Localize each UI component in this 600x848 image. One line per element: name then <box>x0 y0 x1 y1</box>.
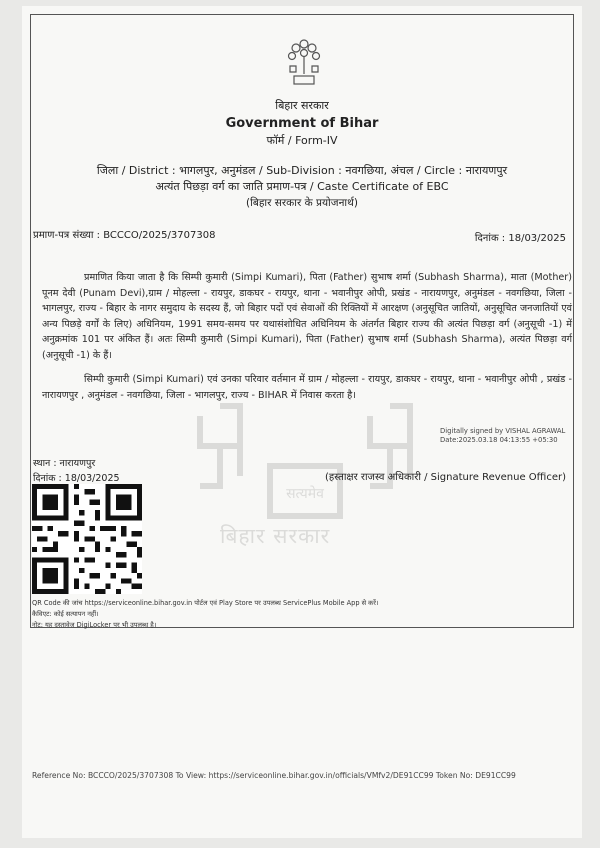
certificate-title: अत्यंत पिछड़ा वर्ग का जाति प्रमाण-पत्र / Caste Certificate of EBC <box>155 180 449 193</box>
caveat-note: कैविएट: कोई सत्यापन नहीं। <box>32 610 99 618</box>
digital-signature-date: Date:2025.03.18 04:13:55 +05:30 <box>440 436 558 444</box>
certificate-body-para2: सिम्पी कुमारी (Simpi Kumari) एवं उनका परिवार वर्तमान में ग्राम / मोहल्ला - रायपुर, डाकघर - रायपुर, थाना - भवानीपुर ओपी , प्रखंड - नारायणपुर , अनुमंडल - नवगछिया, जिला - भागलपुर, राज्य - BIHAR में निवास करता है। <box>42 374 572 401</box>
certificate-number: प्रमाण-पत्र संख्या : BCCCO/2025/3707308 <box>33 230 216 241</box>
certificate-page <box>22 6 582 838</box>
state-watermark-text: बिहार सरकार <box>220 524 331 548</box>
signature-date: दिनांक : 18/03/2025 <box>33 473 120 484</box>
dept-hindi: बिहार सरकार <box>275 99 329 112</box>
digilocker-note: नोट: यह दस्तावेज DigiLocker पर भी उपलब्ध है। <box>32 621 157 629</box>
verification-qr-code[interactable] <box>32 484 142 594</box>
emblem-watermark-text: सत्यमेव <box>286 486 324 502</box>
swastika-watermark-icon <box>190 386 420 526</box>
dept-english: Government of Bihar <box>225 116 379 131</box>
digital-signature-name: Digitally signed by VISHAL AGRAWAL <box>440 427 566 435</box>
signature-officer: (हस्ताक्षर राजस्व अधिकारी / Signature Revenue Officer) <box>325 472 566 483</box>
certificate-body-para1: प्रमाणित किया जाता है कि सिम्पी कुमारी (Simpi Kumari), पिता (Father) सुभाष शर्मा (Subhash Sharma), माता (Mother) पूनम देवी (Punam Devi),ग्राम / मोहल्ला - रायपुर, डाकघर - रायपुर, थाना - भवानीपुर ओपी, प्रखंड - नारायणपुर, अनुमंडल - नवगछिया, जिला - भागलपुर, राज्य - बिहार के नागर समुदाय के सदस्य हैं, जो बिहार पदों एवं सेवाओं की रिक्तियों में आरक्षण (अनुसूचित जातियों, अनुसूचित जनजातियों एवं अन्य पिछड़े वर्गों के लिए) अधिनियम, 1991 समय-समय पर यथासंशोधित अधिनियम के अंतर्गत बिहार राज्य की अत्यंत पिछड़ा वर्ग (अनुसूची -1) में अनुक्रमांक 101 पर अंकित हैं। अतः सिम्पी कुमारी (Simpi Kumari), पिता (Father) सुभाष शर्मा (Subhash Sharma), अत्यंत पिछड़ा वर्ग (अनुसूची -1) के हैं। <box>42 272 572 361</box>
issue-place: स्थान : नारायणपुर <box>33 458 96 469</box>
emblem-watermark <box>190 386 420 526</box>
location-line: जिला / District : भागलपुर, अनुमंडल / Sub-Division : नवगछिया, अंचल / Circle : नारायणपुर <box>96 164 508 177</box>
bihar-emblem-icon <box>280 34 328 90</box>
reference-footer: Reference No: BCCCO/2025/3707308 To View: https://serviceonline.bihar.gov.in/officials/VMfv2/DE91CC99 Token No: DE91CC99 <box>32 771 516 780</box>
purpose-line: (बिहार सरकार के प्रयोजनार्थ) <box>246 197 358 209</box>
issue-date: दिनांक : 18/03/2025 <box>474 233 566 244</box>
qr-verification-note: QR Code की जांच https://serviceonline.bihar.gov.in पोर्टल एवं Play Store पर उपलब्ध ServicePlus Mobile App से करें। <box>32 599 379 607</box>
form-label: फॉर्म / Form-IV <box>266 134 338 147</box>
qr-code-icon <box>32 484 142 594</box>
